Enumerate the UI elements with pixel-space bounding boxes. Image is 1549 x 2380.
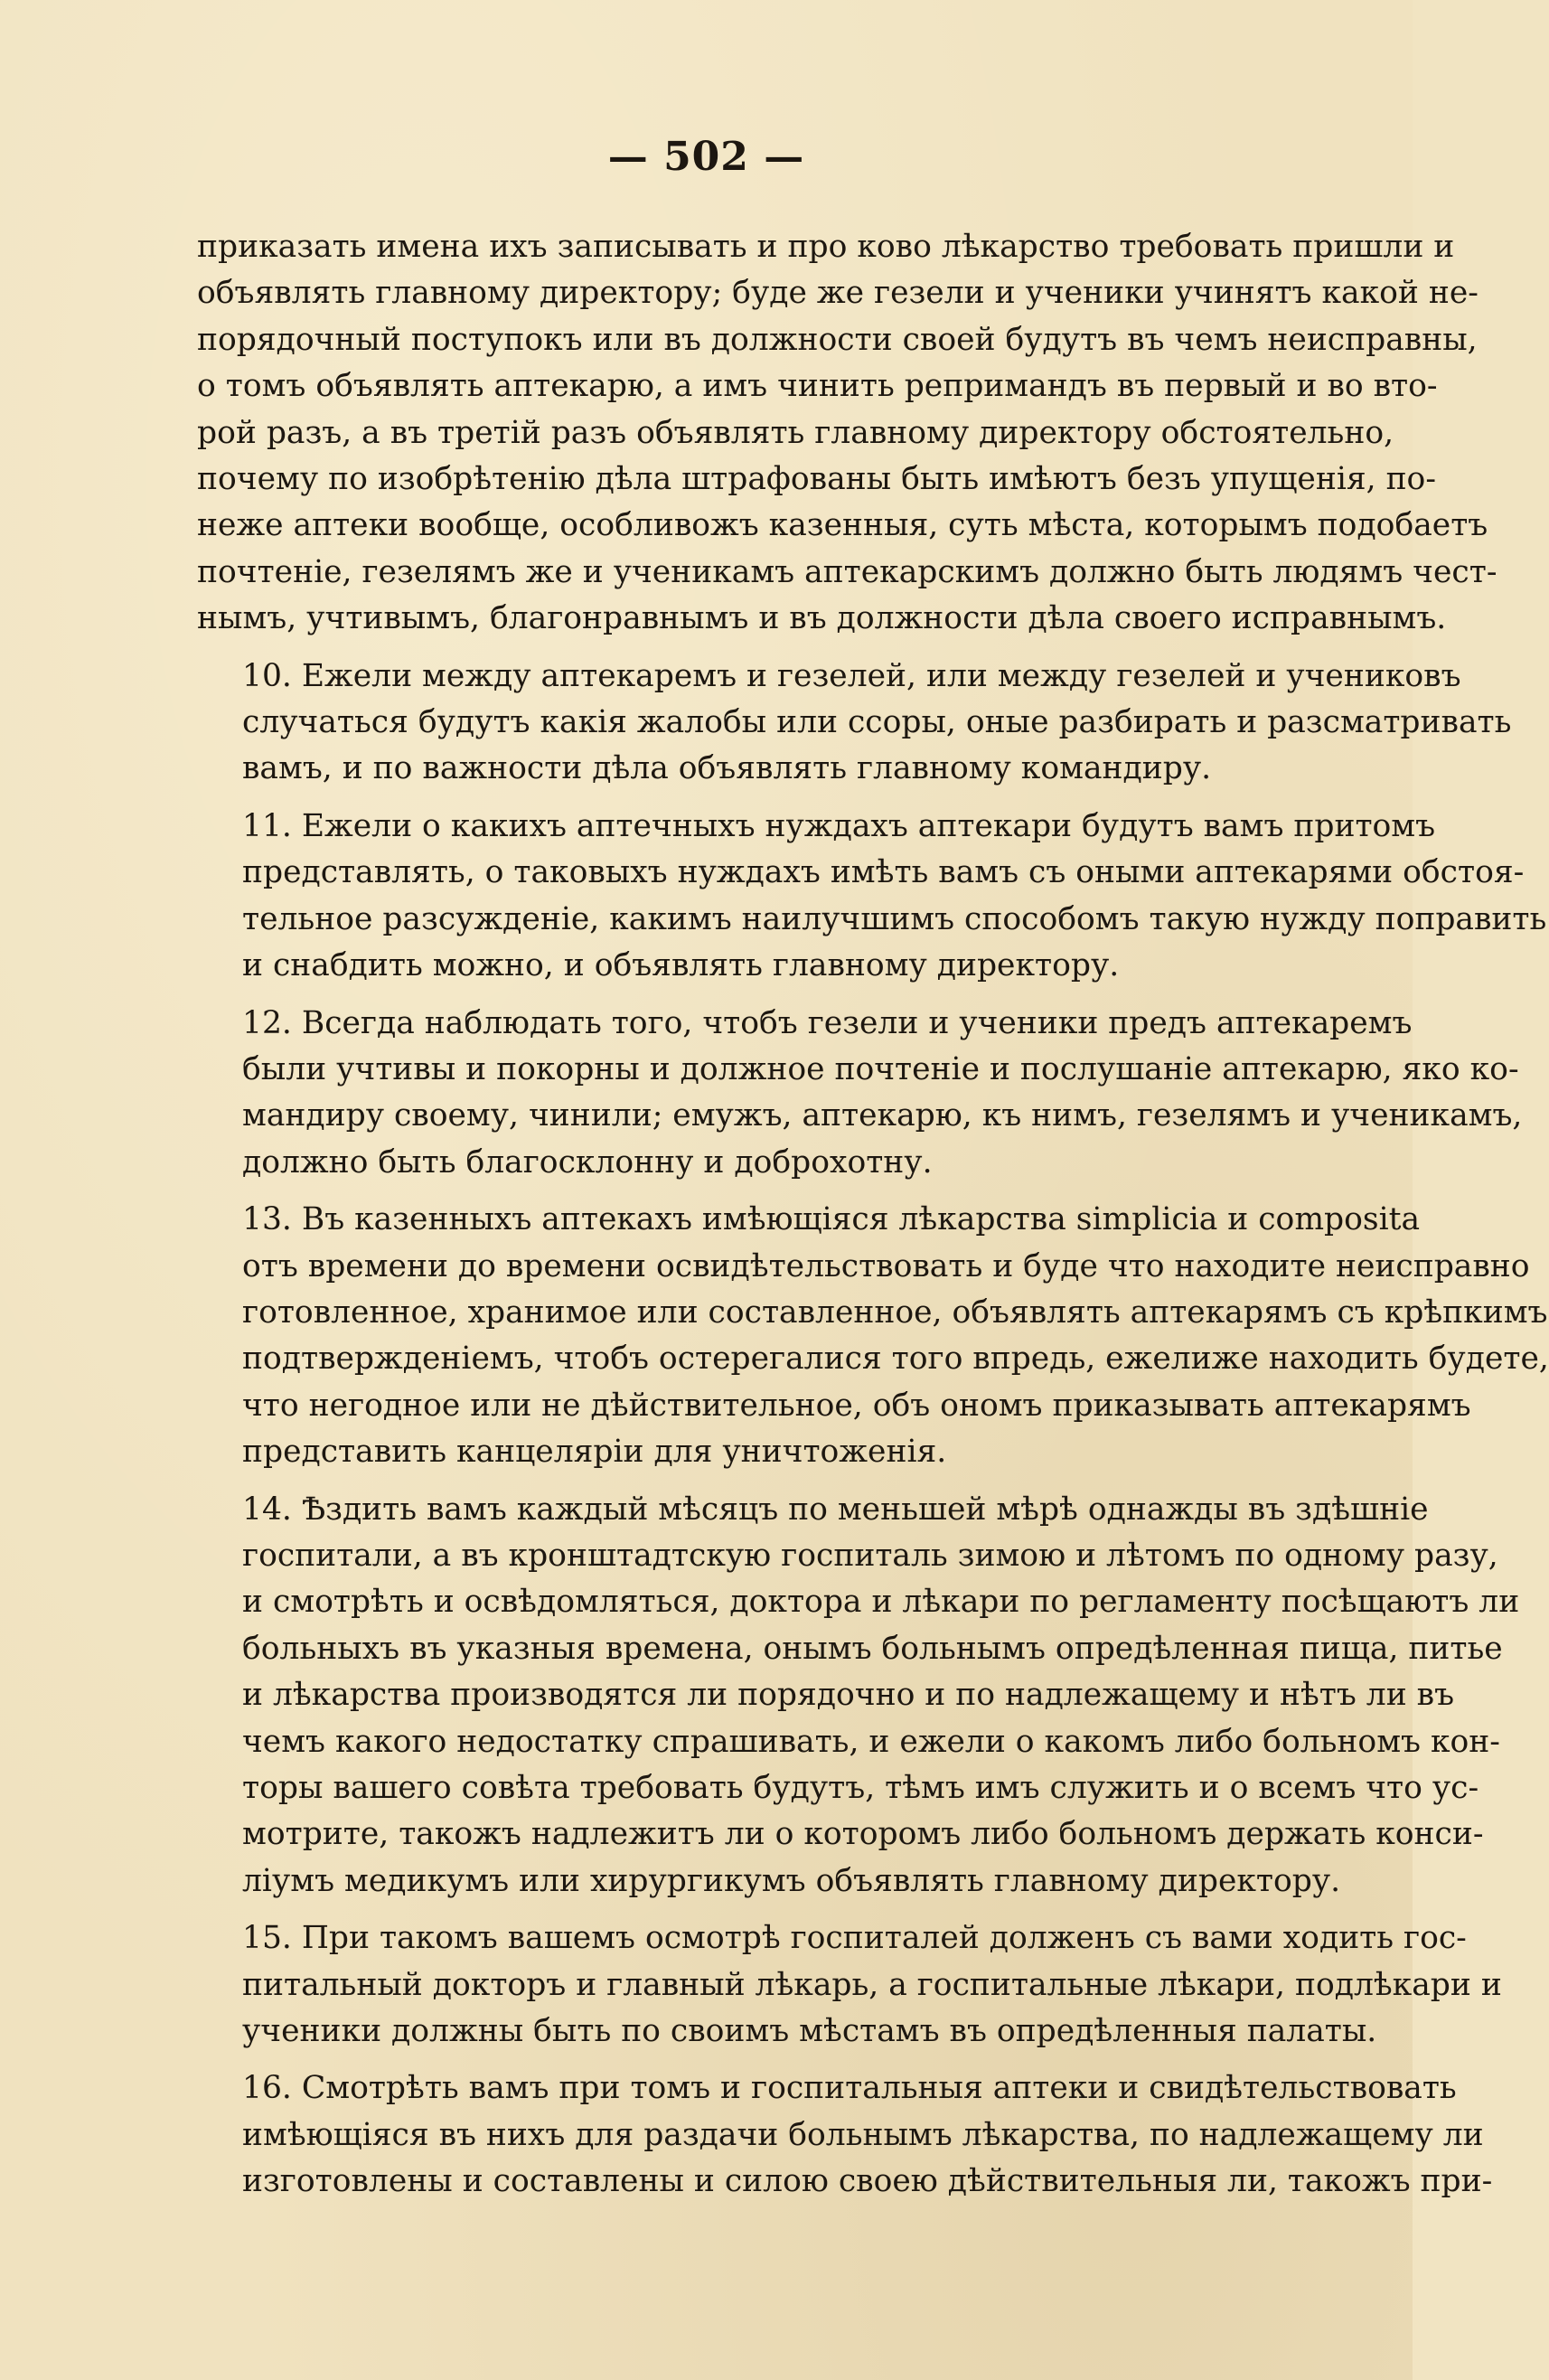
text-line bbox=[197, 897, 1547, 943]
paragraph-number: 12. bbox=[242, 1004, 292, 1041]
line-text: что негодное или не дѣйствительное, объ ономъ приказывать аптекарямъ bbox=[242, 1387, 1471, 1424]
text-line bbox=[197, 1579, 1520, 1625]
text-line bbox=[197, 1197, 1421, 1243]
paragraph-number: 11. bbox=[242, 807, 292, 844]
text-line bbox=[197, 943, 1340, 989]
text-line bbox=[197, 550, 1497, 596]
text-line bbox=[197, 503, 1488, 549]
text-line bbox=[197, 1383, 1471, 1429]
text-line bbox=[197, 746, 1340, 792]
paragraph bbox=[197, 224, 1497, 643]
text-line bbox=[197, 363, 1438, 409]
line-text: о томъ объявлять аптекарю, а имъ чинить репримандъ въ первый и во вто- bbox=[197, 368, 1438, 405]
text-line bbox=[197, 1811, 1484, 1858]
line-text: мандиру своему, чинили; емужъ, аптекарю, къ нимъ, гезелямъ и ученикамъ, bbox=[242, 1097, 1523, 1134]
numbered-paragraph bbox=[197, 2065, 1493, 2205]
numbered-paragraph bbox=[197, 1001, 1523, 1187]
text-line bbox=[197, 1487, 1429, 1533]
line-text: объявлять главному директору; буде же гезели и ученики учинятъ какой не- bbox=[197, 275, 1479, 312]
numbered-paragraph bbox=[197, 1197, 1549, 1475]
paragraph-number: 14. bbox=[242, 1491, 292, 1528]
line-text: приказать имена ихъ записывать и про ково лѣкарство требовать пришли и bbox=[197, 229, 1455, 265]
line-text: порядочный поступокъ или въ должности своей будутъ въ чемъ неисправны, bbox=[197, 321, 1478, 358]
line-text: нымъ, учтивымъ, благонравнымъ и въ должности дѣла своего исправнымъ. bbox=[197, 600, 1447, 637]
line-text: были учтивы и покорны и должное почтеніе и послушаніе аптекарю, яко ко- bbox=[242, 1050, 1519, 1087]
line-text: больныхъ въ указныя времена, онымъ больнымъ опредѣленная пища, питье bbox=[242, 1630, 1503, 1667]
line-text: рой разъ, а въ третій разъ объявлять главному директору обстоятельно, bbox=[197, 414, 1394, 451]
line-text: представить канцеляріи для уничтоженія. bbox=[242, 1434, 947, 1471]
line-text: Въ казенныхъ аптекахъ имѣющіяся лѣкарства simplicia и composita bbox=[301, 1201, 1421, 1238]
text-line bbox=[197, 1626, 1503, 1672]
line-text: должно быть благосклонну и доброхотну. bbox=[242, 1143, 933, 1181]
text-line bbox=[197, 1429, 1340, 1475]
line-text: почтеніе, гезелямъ же и ученикамъ аптекарскимъ должно быть людямъ чест- bbox=[197, 553, 1497, 590]
line-text: и снабдить можно, и объявлять главному директору. bbox=[242, 947, 1120, 984]
line-text: изготовлены и составлены и силою своею дѣйствительныя ли, такожъ при- bbox=[242, 2163, 1493, 2200]
line-text: Смотрѣть вамъ при томъ и госпитальныя аптеки и свидѣтельствовать bbox=[301, 2070, 1457, 2107]
text-line bbox=[197, 1290, 1548, 1336]
line-text: ученики должны быть по своимъ мѣстамъ въ опредѣленныя палаты. bbox=[242, 2013, 1377, 2050]
numbered-paragraph bbox=[197, 654, 1512, 793]
text-line bbox=[197, 2008, 1377, 2055]
text-line bbox=[197, 1672, 1455, 1718]
text-line bbox=[197, 1962, 1502, 2008]
text-line bbox=[197, 804, 1436, 850]
text-line bbox=[197, 224, 1455, 270]
paragraph-number: 10. bbox=[242, 657, 292, 694]
paragraph-number: 15. bbox=[242, 1920, 292, 1957]
paragraph-number: 16. bbox=[242, 2070, 292, 2107]
body-text bbox=[197, 224, 1549, 2206]
text-line bbox=[197, 850, 1525, 896]
line-text: ліумъ медикумъ или хирургикумъ объявлять главному директору. bbox=[242, 1862, 1341, 1899]
line-text: тельное разсужденіе, какимъ наилучшимъ способомъ такую нужду поправить bbox=[242, 900, 1547, 937]
line-text: подтвержденіемъ, чтобъ остерегалися того впредь, ежелиже находить будете, bbox=[242, 1341, 1549, 1378]
text-line bbox=[197, 1093, 1523, 1139]
text-line bbox=[197, 1047, 1519, 1093]
line-text: и смотрѣть и освѣдомляться, доктора и лѣкари по регламенту посѣщаютъ ли bbox=[242, 1584, 1520, 1621]
text-line bbox=[197, 1915, 1467, 1961]
line-text: Ѣздить вамъ каждый мѣсяцъ по меньшей мѣрѣ однажды въ здѣшніе bbox=[301, 1491, 1429, 1528]
paragraph-number: 13. bbox=[242, 1201, 292, 1238]
text-line bbox=[197, 596, 1447, 642]
text-line bbox=[197, 410, 1394, 456]
text-line bbox=[197, 1765, 1479, 1811]
text-line bbox=[197, 1858, 1340, 1905]
line-text: мотрите, такожъ надлежитъ ли о которомъ либо больномъ держать конси- bbox=[242, 1816, 1484, 1853]
page-number: — 502 — bbox=[607, 134, 805, 180]
text-line bbox=[197, 2065, 1457, 2112]
line-text: отъ времени до времени освидѣтельствовать и буде что находите неисправно bbox=[242, 1247, 1530, 1284]
line-text: Всегда наблюдать того, чтобъ гезели и ученики предъ аптекаремъ bbox=[301, 1004, 1413, 1041]
text-line bbox=[197, 2159, 1493, 2205]
line-text: почему по изобрѣтенію дѣла штрафованы быть имѣютъ безъ упущенія, по- bbox=[197, 461, 1436, 498]
text-line bbox=[197, 700, 1512, 746]
line-text: случаться будутъ какія жалобы или ссоры, оные разбирать и разсматривать bbox=[242, 704, 1512, 741]
line-text: вамъ, и по важности дѣла объявлять главному командиру. bbox=[242, 750, 1212, 787]
text-line bbox=[197, 270, 1479, 316]
text-line bbox=[197, 1533, 1498, 1579]
text-line bbox=[197, 1719, 1500, 1765]
line-text: При такомъ вашемъ осмотрѣ госпиталей долженъ съ вами ходить гос- bbox=[301, 1920, 1467, 1957]
line-text: неже аптеки вообще, особливожъ казенныя, суть мѣста, которымъ подобаетъ bbox=[197, 507, 1488, 544]
text-line bbox=[197, 456, 1436, 503]
line-text: госпитали, а въ кронштадтскую госпиталь зимою и лѣтомъ по одному разу, bbox=[242, 1537, 1498, 1574]
text-line bbox=[197, 654, 1461, 700]
line-text: торы вашего совѣта требовать будутъ, тѣмъ имъ служить и о всемъ что ус- bbox=[242, 1770, 1479, 1806]
text-line bbox=[197, 1001, 1413, 1047]
line-text: готовленное, хранимое или составленное, объявлять аптекарямъ съ крѣпкимъ bbox=[242, 1293, 1548, 1331]
line-text: Ежели о какихъ аптечныхъ нуждахъ аптекари будутъ вамъ притомъ bbox=[301, 807, 1436, 844]
text-line bbox=[197, 2112, 1484, 2159]
numbered-paragraph bbox=[197, 1915, 1502, 2055]
line-text: Ежели между аптекаремъ и гезелей, или между гезелей и учениковъ bbox=[301, 657, 1461, 694]
line-text: и лѣкарства производятся ли порядочно и по надлежащему и нѣтъ ли въ bbox=[242, 1677, 1455, 1714]
text-line bbox=[197, 317, 1478, 363]
numbered-paragraph bbox=[197, 804, 1547, 990]
text-line bbox=[197, 1336, 1549, 1382]
line-text: представлять, о таковыхъ нуждахъ имѣть вамъ съ оными аптекарями обстоя- bbox=[242, 854, 1525, 891]
text-line bbox=[197, 1244, 1530, 1290]
text-line bbox=[197, 1140, 1340, 1186]
line-text: чемъ какого недостатку спрашивать, и ежели о какомъ либо больномъ кон- bbox=[242, 1723, 1500, 1760]
numbered-paragraph bbox=[197, 1487, 1520, 1905]
line-text: имѣющіяся въ нихъ для раздачи больнымъ лѣкарства, по надлежащему ли bbox=[242, 2116, 1484, 2153]
line-text: питальный докторъ и главный лѣкарь, а госпитальные лѣкари, подлѣкари и bbox=[242, 1966, 1502, 2003]
